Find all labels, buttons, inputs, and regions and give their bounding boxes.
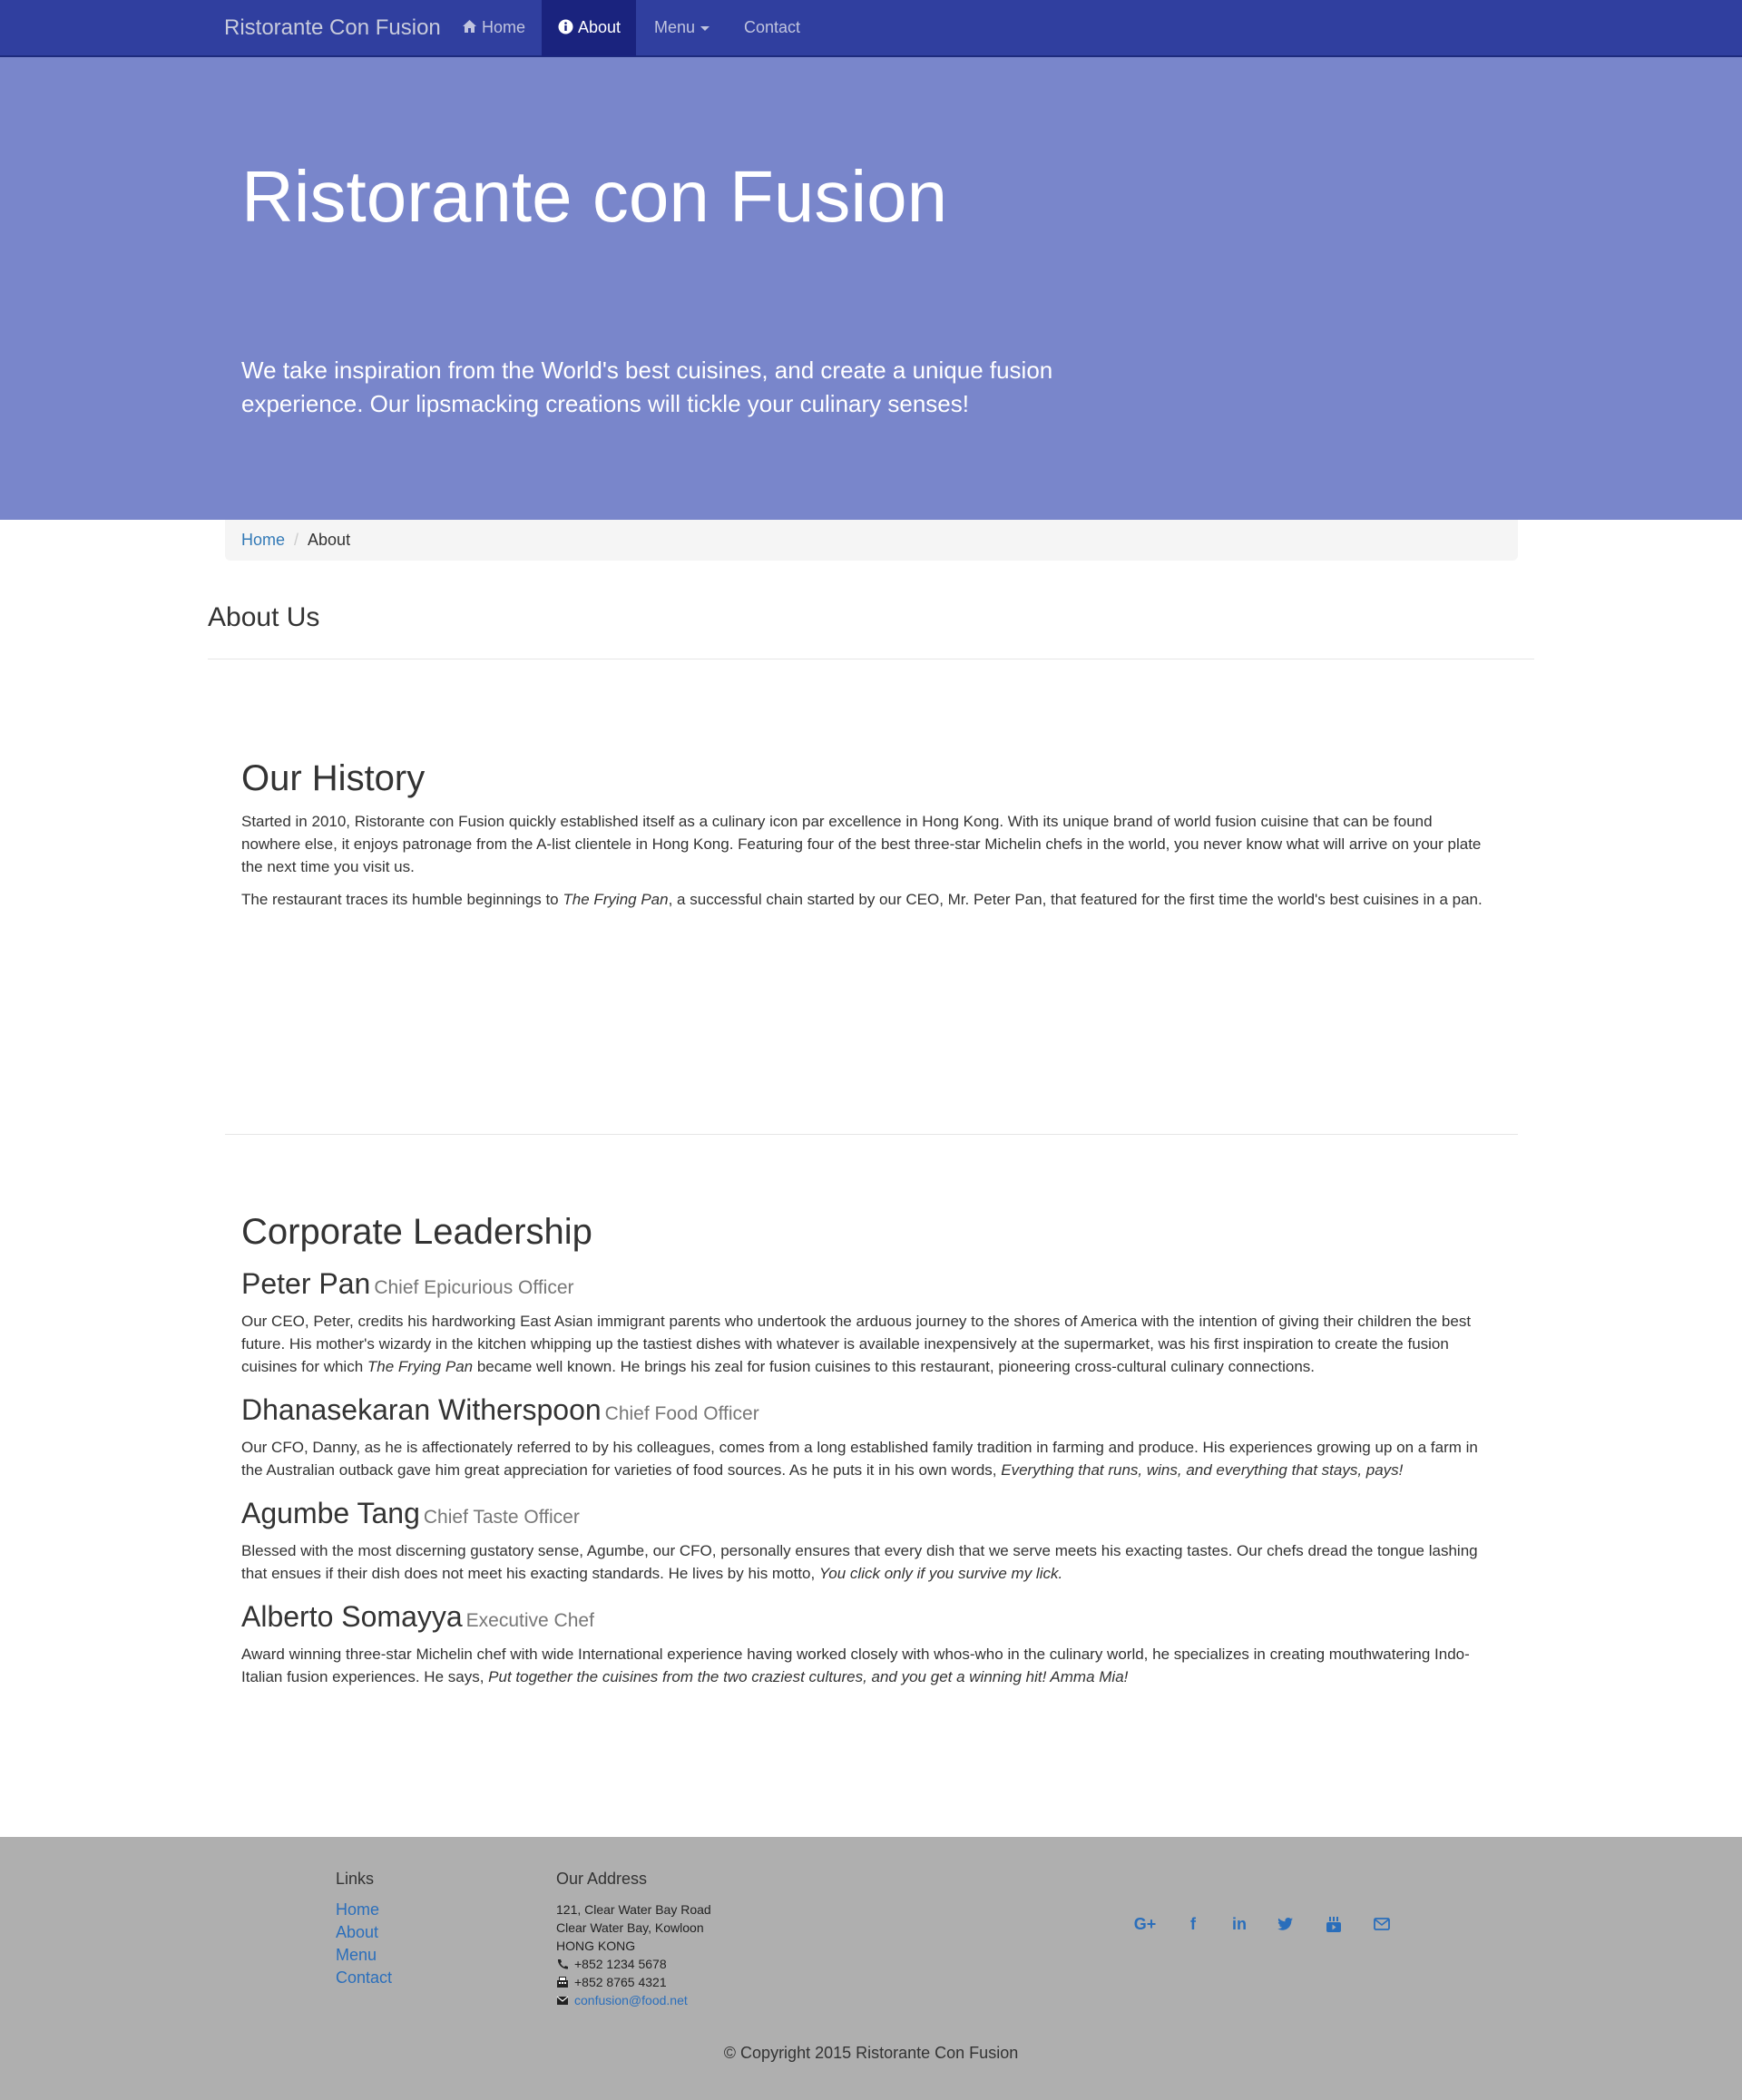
footer-link-about[interactable]: About <box>336 1923 379 1941</box>
history-paragraph-2 <box>241 888 1493 911</box>
breadcrumb-current: About <box>308 531 351 549</box>
leader-bio <box>241 1310 1493 1378</box>
leader-heading <box>241 1600 1512 1634</box>
history-section <box>241 758 1512 911</box>
caret-down-icon <box>700 26 710 31</box>
address-phone <box>556 1955 667 1973</box>
leader-bio <box>241 1643 1493 1688</box>
youtube-icon[interactable] <box>1322 1912 1346 1936</box>
leader-bio-text-end: became well known. He brings his zeal for fusion cuisines to this restaurant, pioneering cross-cultural culinary connections. <box>473 1358 1316 1375</box>
leader-entry <box>241 1267 1512 1378</box>
address-line: HONG KONG <box>556 1939 636 1953</box>
jumbotron-title: Ristorante con Fusion <box>241 156 948 237</box>
leader-bio <box>241 1539 1493 1585</box>
facebook-icon[interactable]: f <box>1190 1915 1196 1933</box>
history-heading: Our History <box>241 758 426 798</box>
leader-bio-text: Award winning three-star Michelin chef with wide International experience having worked closely with whos-who in the culinary world, he specializes in creating mouthwatering Indo-Italian fusion experiences. He says, <box>241 1646 1470 1685</box>
breadcrumb <box>225 520 1518 561</box>
leader-entry <box>241 1497 1512 1585</box>
nav-about-label: About <box>578 18 621 36</box>
leader-title: Chief Epicurious Officer <box>374 1277 574 1298</box>
footer-link-contact[interactable]: Contact <box>336 1968 393 1987</box>
email-link[interactable]: confusion@food.net <box>574 1993 688 2007</box>
leader-bio-text: Blessed with the most discerning gustatory sense, Agumbe, our CFO, personally ensures that every dish that we serve meets his exacting tastes. Our chefs dread the tongue lashing that ensues if their dish does not meet his exacting standards. He lives by his motto, <box>241 1542 1478 1582</box>
phone-icon <box>556 1958 569 1969</box>
leader-bio-text: Our CFO, Danny, as he is affectionately referred to by his colleagues, comes from a long established family tradition in farming and produce. His experiences growing up on a farm in the Australian outback gave him great appreciation for varieties of food sources. As he puts it in his own words, <box>241 1439 1478 1479</box>
leader-title: Executive Chef <box>465 1610 594 1631</box>
leader-name: Agumbe Tang <box>241 1497 420 1529</box>
copyright: © Copyright 2015 Ristorante Con Fusion <box>723 2044 1019 2062</box>
nav-about[interactable] <box>542 0 636 56</box>
leader-name: Peter Pan <box>241 1267 371 1300</box>
leader-bio-emphasis: Put together the cuisines from the two craziest cultures, and you get a winning hit! Amma Mia! <box>488 1668 1129 1685</box>
footer-address-title: Our Address <box>556 1870 648 1888</box>
phone-number: +852 1234 5678 <box>574 1957 667 1971</box>
history-p2-emphasis: The Frying Pan <box>563 891 669 908</box>
twitter-icon[interactable] <box>1274 1912 1297 1936</box>
home-icon <box>462 19 477 34</box>
navbar-brand[interactable]: Ristorante Con Fusion <box>224 15 441 40</box>
leader-heading <box>241 1497 1512 1530</box>
leader-title: Chief Food Officer <box>604 1403 759 1424</box>
linkedin-icon[interactable]: in <box>1232 1915 1247 1933</box>
leader-name: Dhanasekaran Witherspoon <box>241 1393 602 1426</box>
leader-heading <box>241 1267 1512 1301</box>
address-fax <box>556 1973 667 1991</box>
jumbotron-text: We take inspiration from the World's best cuisines, and create a unique fusion experience. Our lipsmacking creations will tickle your culinary senses! <box>241 357 1053 417</box>
leader-heading <box>241 1393 1512 1427</box>
navbar <box>0 0 1742 57</box>
breadcrumb-home-link[interactable]: Home <box>241 531 286 549</box>
breadcrumb-separator: / <box>294 531 299 549</box>
history-p2-text-end: , a successful chain started by our CEO, Mr. Peter Pan, that featured for the first time the world's best cuisines in a pan. <box>668 891 1483 908</box>
history-p2-text: The restaurant traces its humble beginnings to <box>241 891 563 908</box>
fax-icon <box>556 1977 569 1988</box>
jumbotron <box>0 57 1742 520</box>
leadership-section <box>241 1212 1512 1688</box>
nav-contact-label: Contact <box>744 18 801 36</box>
leader-bio-text: Our CEO, Peter, credits his hardworking East Asian immigrant parents who undertook the arduous journey to the shores of America with the intention of giving their children the best future. His mother's wizardy in the kitchen whipping up the tastiest dishes with whatever is available inexpensively at the supermarket, was his first inspiration to create the fusion cuisines for which <box>241 1313 1472 1375</box>
leader-name: Alberto Somayya <box>241 1600 463 1633</box>
address-line: 121, Clear Water Bay Road <box>556 1902 711 1917</box>
envelope-icon <box>556 1995 569 2006</box>
youtube-shape <box>1326 1916 1341 1932</box>
divider <box>225 1134 1518 1135</box>
info-circle-icon <box>558 19 573 34</box>
leader-bio <box>241 1436 1493 1481</box>
leader-bio-emphasis: The Frying Pan <box>367 1358 474 1375</box>
footer-link-menu[interactable]: Menu <box>336 1946 377 1964</box>
history-paragraph-1: Started in 2010, Ristorante con Fusion quickly established itself as a culinary icon par excellence in Hong Kong. With its unique brand of world fusion cuisine that can be found nowhere else, it enjoys patronage from the A-list clientele in Hong Kong. Featuring four of the best three-star Michelin chefs in the world, you never know what will arrive on your plate the next time you visit us. <box>241 813 1482 875</box>
nav-home[interactable] <box>451 0 536 56</box>
google-plus-icon[interactable]: G+ <box>1133 1915 1157 1933</box>
mail-envelope-shape <box>1374 1918 1390 1930</box>
leadership-heading: Corporate Leadership <box>241 1212 592 1252</box>
nav-home-label: Home <box>482 18 526 36</box>
nav-menu-label: Menu <box>654 18 696 36</box>
page-title: About Us <box>208 602 320 632</box>
fax-number: +852 8765 4321 <box>574 1975 667 1989</box>
leader-entry <box>241 1600 1512 1688</box>
footer <box>0 1837 1742 2100</box>
leader-title: Chief Taste Officer <box>423 1507 580 1528</box>
nav-menu-dropdown[interactable] <box>654 0 710 56</box>
mail-icon[interactable] <box>1370 1912 1394 1936</box>
footer-links-title: Links <box>336 1870 375 1888</box>
leader-bio-emphasis: Everything that runs, wins, and everything that stays, pays! <box>1001 1461 1404 1479</box>
nav-contact[interactable] <box>744 0 800 56</box>
footer-link-home[interactable]: Home <box>336 1900 380 1919</box>
address-line: Clear Water Bay, Kowloon <box>556 1920 704 1935</box>
leader-bio-emphasis: You click only if you survive my lick. <box>818 1565 1063 1582</box>
leader-entry <box>241 1393 1512 1481</box>
twitter-bird-shape <box>1277 1917 1294 1931</box>
address-email <box>556 1991 688 2009</box>
